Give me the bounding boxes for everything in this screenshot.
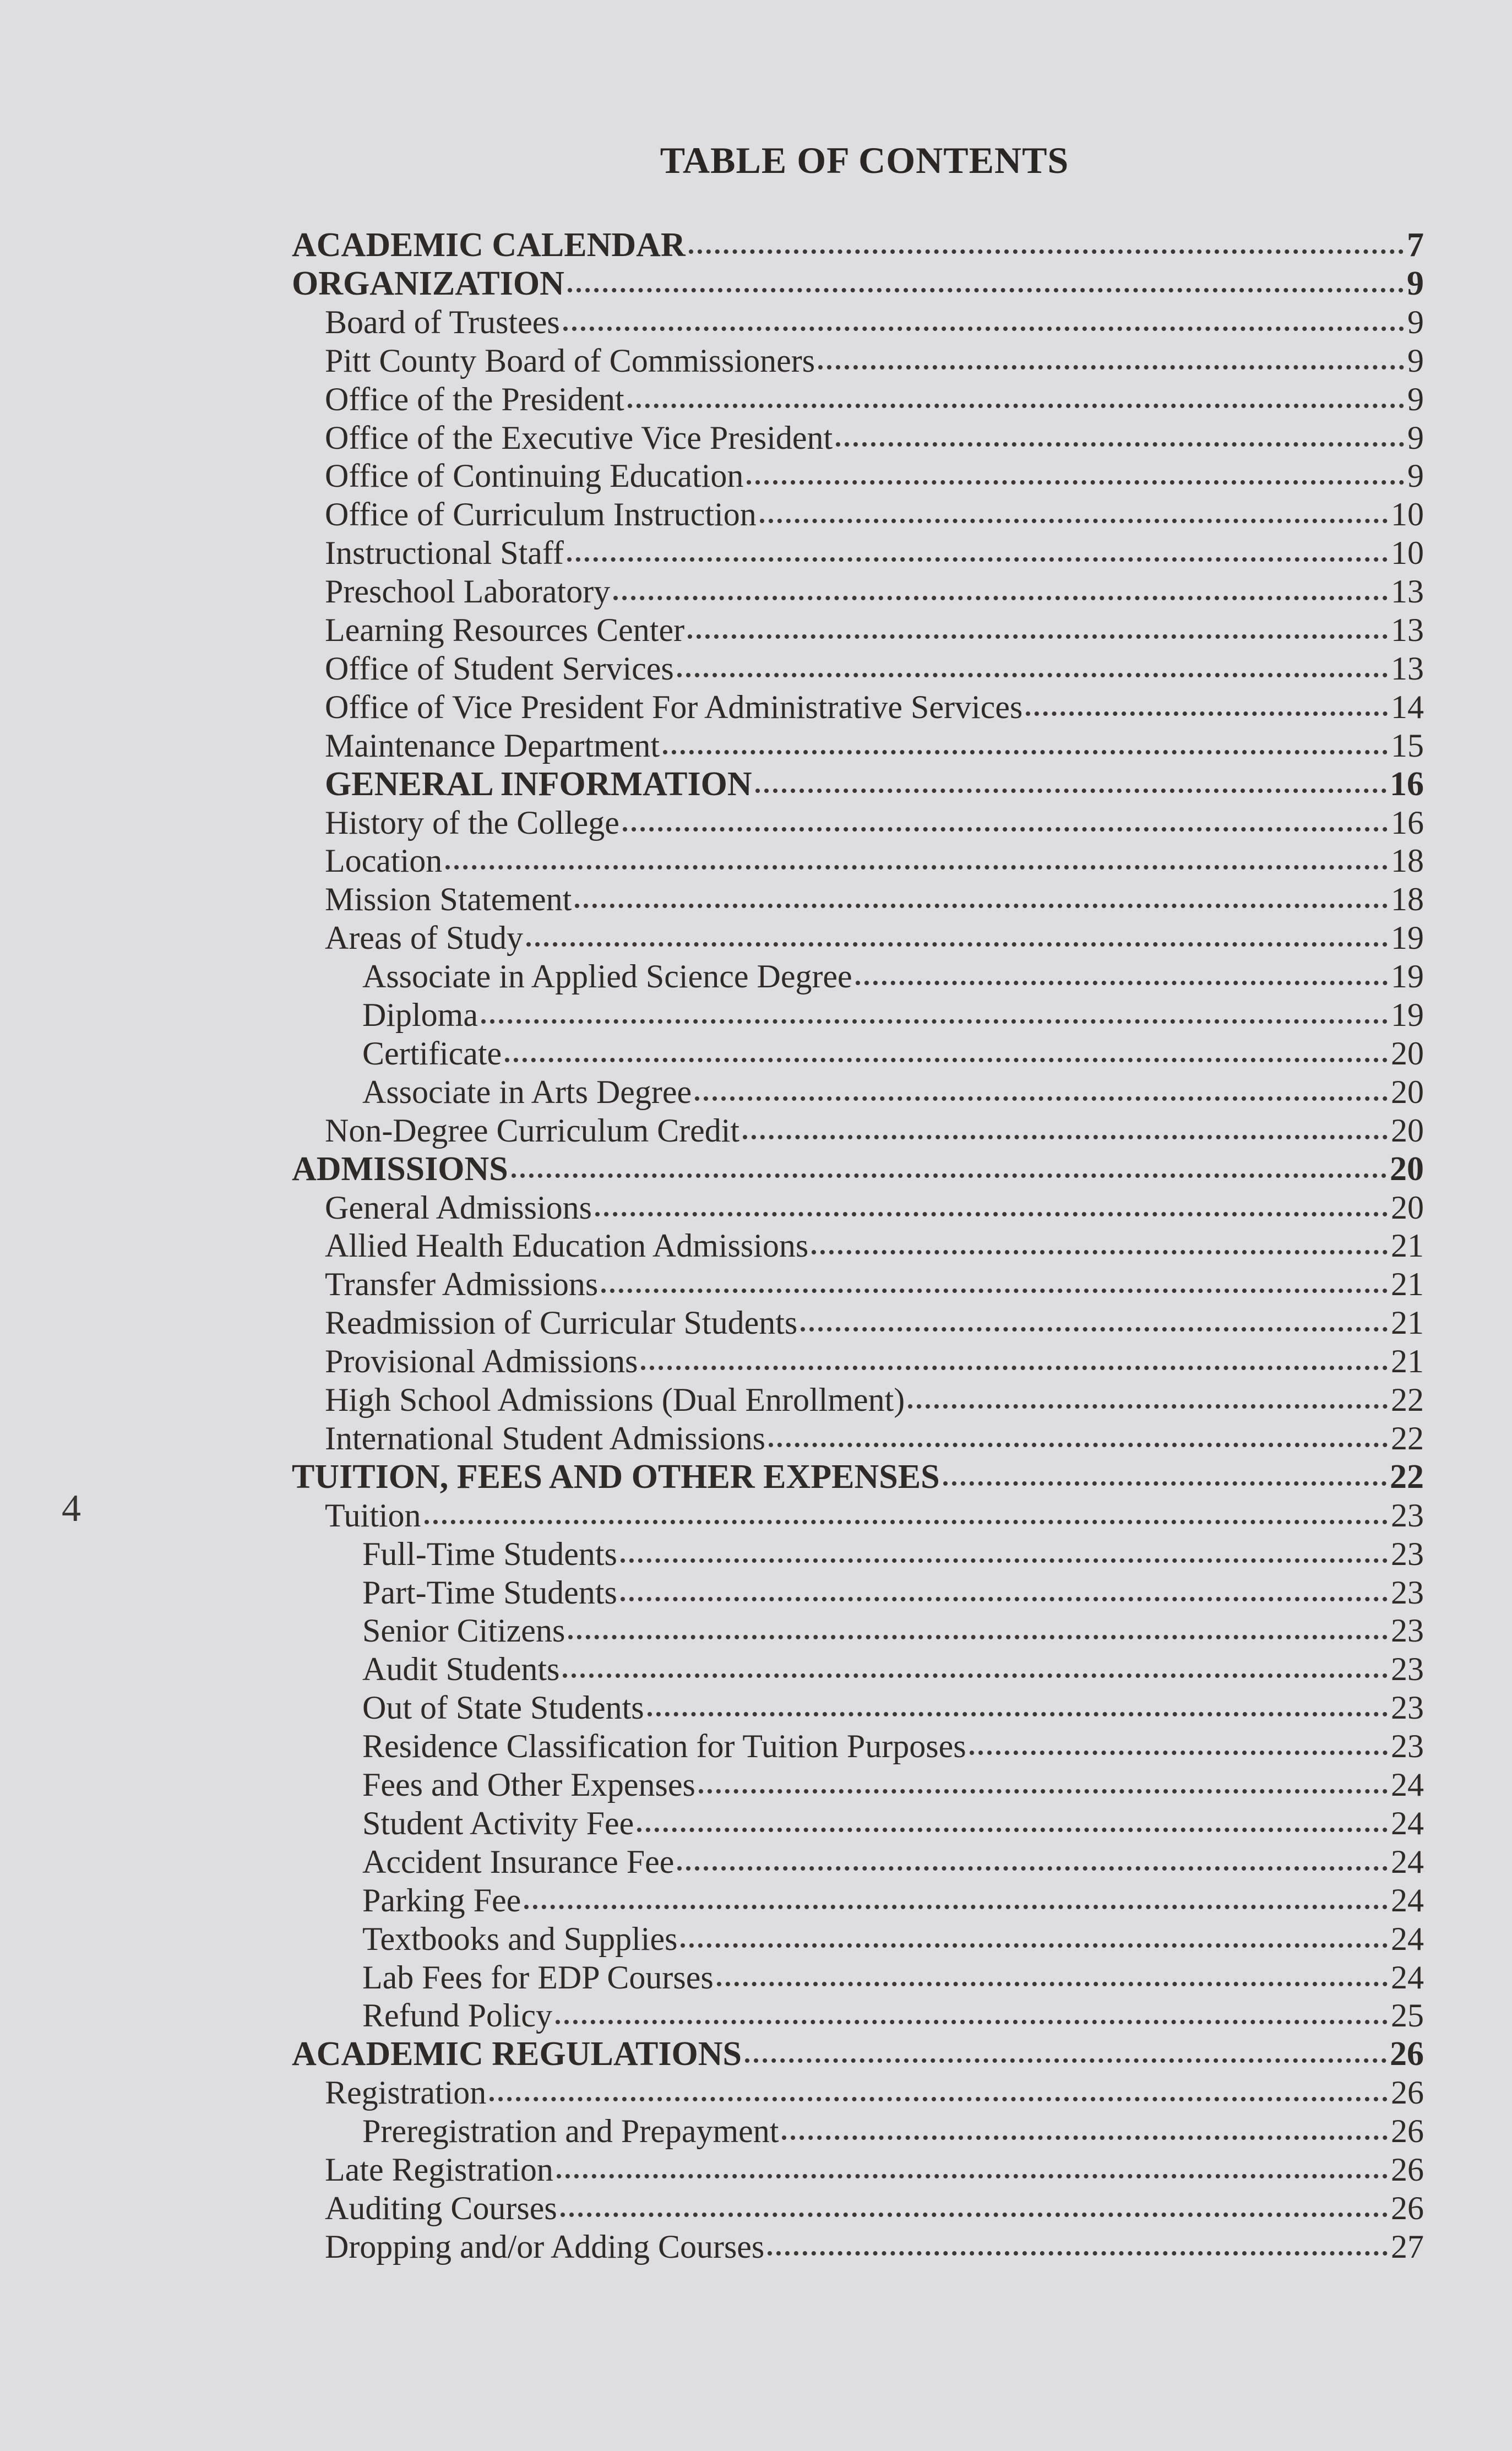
- toc-entry: [325, 572, 1424, 611]
- toc-entry: [325, 341, 1424, 380]
- toc-dot-leader: [689, 249, 1404, 254]
- toc-entry-page: 19: [1391, 920, 1424, 956]
- toc-entry: [325, 649, 1424, 688]
- toc-entry-label: Out of State Students: [362, 1689, 644, 1726]
- toc-dot-leader: [621, 1597, 1388, 1601]
- toc-entry: [325, 880, 1424, 919]
- toc-entry-page: 16: [1391, 805, 1424, 841]
- toc-dot-leader: [688, 634, 1388, 639]
- toc-entry: [362, 1573, 1424, 1612]
- toc-entry-page: 7: [1407, 226, 1424, 264]
- toc-entry-label: Parking Fee: [362, 1882, 521, 1919]
- toc-entry-page: 21: [1391, 1343, 1424, 1379]
- toc-entry-page: 24: [1391, 1959, 1424, 1996]
- toc-entry-label: Transfer Admissions: [325, 1266, 599, 1302]
- toc-entry: [325, 1381, 1424, 1419]
- toc-entry-page: 26: [1390, 2035, 1424, 2073]
- toc-entry: [362, 996, 1424, 1034]
- toc-entry-label: Office of Continuing Education: [325, 458, 744, 494]
- toc-dot-leader: [526, 942, 1388, 947]
- toc-entry-page: 23: [1391, 1689, 1424, 1726]
- toc-entry: [325, 495, 1424, 534]
- toc-dot-leader: [717, 1982, 1388, 1986]
- toc-entry: [325, 1111, 1424, 1150]
- toc-entry-page: 20: [1391, 1074, 1424, 1110]
- toc-entry-label: Auditing Courses: [325, 2190, 557, 2226]
- toc-entry-label: Office of the President: [325, 381, 624, 417]
- toc-dot-leader: [524, 1905, 1388, 1909]
- toc-entry: [362, 957, 1424, 996]
- toc-dot-leader: [699, 1789, 1388, 1794]
- toc-entry-page: 9: [1407, 343, 1424, 379]
- toc-dot-leader: [561, 2213, 1388, 2217]
- toc-entry-label: ORGANIZATION: [292, 265, 564, 302]
- toc-entry-page: 27: [1391, 2229, 1424, 2265]
- toc-dot-leader: [621, 1558, 1388, 1563]
- toc-dot-leader: [490, 2097, 1388, 2101]
- toc-dot-leader: [623, 827, 1388, 832]
- toc-entry-page: 26: [1391, 2190, 1424, 2226]
- toc-entry: [362, 1727, 1424, 1765]
- toc-dot-leader: [681, 1943, 1388, 1948]
- toc-entry-label: Refund Policy: [362, 1997, 552, 2034]
- toc-entry: [325, 611, 1424, 649]
- toc-entry: [292, 1150, 1424, 1188]
- toc-dot-leader: [575, 904, 1388, 908]
- toc-dot-leader: [556, 2020, 1388, 2024]
- page-title: TABLE OF CONTENTS: [660, 139, 1069, 181]
- toc-entry-page: 21: [1391, 1305, 1424, 1341]
- toc-entry-page: 24: [1391, 1805, 1424, 1841]
- toc-entry-page: 23: [1391, 1612, 1424, 1649]
- toc-entry-page: 19: [1391, 958, 1424, 994]
- toc-entry-page: 25: [1391, 1997, 1424, 2034]
- toc-entry: [325, 1419, 1424, 1458]
- toc-dot-leader: [557, 2174, 1388, 2178]
- toc-entry: [325, 2150, 1424, 2189]
- toc-entry-label: Allied Health Education Admissions: [325, 1227, 809, 1264]
- toc-entry-label: Part-Time Students: [362, 1574, 617, 1611]
- toc-dot-leader: [568, 288, 1404, 292]
- toc-entry-label: Certificate: [362, 1035, 502, 1072]
- toc-entry: [325, 303, 1424, 341]
- toc-dot-leader: [769, 1443, 1388, 1447]
- toc-dot-leader: [747, 480, 1404, 485]
- toc-dot-leader: [505, 1058, 1388, 1062]
- toc-entry: [325, 1188, 1424, 1227]
- toc-entry-label: Fees and Other Expenses: [362, 1767, 695, 1803]
- toc-entry-label: Late Registration: [325, 2151, 553, 2188]
- toc-entry-page: 10: [1391, 535, 1424, 571]
- toc-entry-label: International Student Admissions: [325, 1420, 765, 1457]
- toc-dot-leader: [595, 1212, 1388, 1216]
- toc-dot-leader: [908, 1404, 1388, 1409]
- toc-entry-page: 24: [1391, 1921, 1424, 1957]
- toc-entry-page: 19: [1391, 997, 1424, 1033]
- toc-entry-page: 14: [1391, 689, 1424, 725]
- toc-dot-leader: [836, 442, 1404, 447]
- toc-entry-label: Office of the Executive Vice President: [325, 420, 833, 456]
- toc-dot-leader: [755, 789, 1386, 793]
- toc-entry-label: Associate in Arts Degree: [362, 1074, 692, 1110]
- toc-entry: [362, 1958, 1424, 1997]
- toc-entry: [292, 1458, 1424, 1496]
- toc-entry-page: 10: [1391, 496, 1424, 532]
- toc-entry-label: Senior Citizens: [362, 1612, 565, 1649]
- toc-dot-leader: [1026, 711, 1388, 716]
- toc-entry-page: 9: [1407, 381, 1424, 417]
- toc-dot-leader: [445, 865, 1388, 869]
- toc-entry: [362, 1765, 1424, 1804]
- toc-entry: [292, 264, 1424, 303]
- toc-entry-label: Maintenance Department: [325, 727, 660, 764]
- toc-entry-label: Textbooks and Supplies: [362, 1921, 678, 1957]
- toc-entry: [292, 226, 1424, 264]
- toc-entry: [325, 456, 1424, 495]
- toc-entry-label: Audit Students: [362, 1651, 560, 1687]
- toc-entry-page: 9: [1407, 458, 1424, 494]
- toc-entry: [362, 2112, 1424, 2150]
- toc-entry: [362, 1688, 1424, 1727]
- toc-entry-label: Instructional Staff: [325, 535, 564, 571]
- toc-entry-label: Non-Degree Curriculum Credit: [325, 1112, 740, 1149]
- toc-dot-leader: [512, 1173, 1386, 1178]
- toc-entry: [325, 726, 1424, 765]
- toc-entry-page: 20: [1391, 1189, 1424, 1226]
- toc-entry: [325, 803, 1424, 842]
- toc-dot-leader: [568, 1635, 1388, 1639]
- toc-entry: [325, 765, 1424, 803]
- toc-dot-leader: [943, 1481, 1386, 1486]
- toc-dot-leader: [481, 1019, 1388, 1024]
- toc-entry-label: Tuition: [325, 1497, 421, 1534]
- toc-dot-leader: [563, 1673, 1388, 1678]
- toc-entry-page: 23: [1391, 1536, 1424, 1572]
- toc-entry-label: Learning Resources Center: [325, 612, 685, 648]
- toc-entry-label: Student Activity Fee: [362, 1805, 634, 1841]
- toc-dot-leader: [970, 1751, 1388, 1755]
- toc-entry: [325, 1342, 1424, 1381]
- toc-entry-page: 26: [1391, 2074, 1424, 2111]
- toc-entry-label: Office of Curriculum Instruction: [325, 496, 757, 532]
- toc-entry-label: Full-Time Students: [362, 1536, 617, 1572]
- toc-entry-label: Office of Student Services: [325, 650, 674, 687]
- toc-entry-page: 26: [1391, 2113, 1424, 2149]
- toc-entry-page: 23: [1391, 1497, 1424, 1534]
- toc-entry-page: 13: [1391, 650, 1424, 687]
- toc-entry-page: 20: [1391, 1035, 1424, 1072]
- toc-dot-leader: [677, 1866, 1388, 1871]
- toc-entry: [362, 1881, 1424, 1920]
- toc-entry-page: 24: [1391, 1767, 1424, 1803]
- toc-entry: [362, 1920, 1424, 1958]
- toc-entry: [325, 380, 1424, 419]
- toc-entry: [325, 1496, 1424, 1535]
- toc-entry-label: Associate in Applied Science Degree: [362, 958, 852, 994]
- toc-dot-leader: [768, 2251, 1388, 2256]
- toc-entry-label: ACADEMIC CALENDAR: [292, 226, 686, 264]
- toc-entry-page: 26: [1391, 2151, 1424, 2188]
- toc-entry-label: General Admissions: [325, 1189, 592, 1226]
- toc-dot-leader: [743, 1135, 1388, 1139]
- toc-entry-page: 21: [1391, 1227, 1424, 1264]
- toc-entry-label: Accident Insurance Fee: [362, 1844, 675, 1880]
- toc-dot-leader: [628, 404, 1404, 408]
- toc-entry: [325, 688, 1424, 726]
- toc-entry-page: 16: [1390, 765, 1424, 803]
- toc-entry-label: Preregistration and Prepayment: [362, 2113, 779, 2149]
- toc-dot-leader: [856, 981, 1388, 985]
- toc-entry-label: Lab Fees for EDP Courses: [362, 1959, 714, 1996]
- toc-entry-page: 13: [1391, 612, 1424, 648]
- toc-entry-label: GENERAL INFORMATION: [325, 765, 752, 803]
- toc-entry-label: Office of Vice President For Administrative Services: [325, 689, 1023, 725]
- toc-entry-label: Residence Classification for Tuition Purposes: [362, 1728, 966, 1764]
- toc-entry-label: Preschool Laboratory: [325, 573, 611, 610]
- toc-entry: [325, 419, 1424, 457]
- toc-entry: [362, 1843, 1424, 1881]
- toc-entry-label: TUITION, FEES AND OTHER EXPENSES: [292, 1458, 940, 1496]
- toc-dot-leader: [663, 750, 1388, 754]
- toc-entry-page: 20: [1391, 1112, 1424, 1149]
- toc-entry-page: 22: [1391, 1382, 1424, 1418]
- toc-entry-label: Diploma: [362, 997, 478, 1033]
- toc-entry-page: 18: [1391, 843, 1424, 879]
- toc-dot-leader: [677, 673, 1388, 677]
- toc-entry-page: 15: [1391, 727, 1424, 764]
- toc-entry-page: 24: [1391, 1882, 1424, 1919]
- toc-dot-leader: [695, 1096, 1388, 1101]
- toc-entry-page: 22: [1390, 1458, 1424, 1496]
- toc-dot-leader: [760, 519, 1388, 523]
- toc-entry: [325, 2227, 1424, 2266]
- toc-dot-leader: [782, 2135, 1388, 2140]
- toc-entry: [325, 1265, 1424, 1303]
- toc-entry: [362, 1611, 1424, 1650]
- toc-entry-page: 22: [1391, 1420, 1424, 1457]
- toc-entry: [325, 919, 1424, 957]
- toc-entry: [325, 2189, 1424, 2227]
- toc-dot-leader: [601, 1289, 1388, 1293]
- toc-dot-leader: [567, 557, 1388, 562]
- toc-entry: [325, 534, 1424, 572]
- toc-entry-label: High School Admissions (Dual Enrollment): [325, 1382, 905, 1418]
- toc-entry-label: Mission Statement: [325, 881, 572, 917]
- toc-entry-page: 9: [1407, 265, 1424, 302]
- toc-entry-label: Areas of Study: [325, 920, 523, 956]
- toc-dot-leader: [637, 1828, 1388, 1832]
- toc-entry: [325, 841, 1424, 880]
- toc-entry-page: 23: [1391, 1574, 1424, 1611]
- toc-entry-label: ACADEMIC REGULATIONS: [292, 2035, 742, 2073]
- toc-dot-leader: [818, 365, 1404, 369]
- toc-dot-leader: [613, 596, 1388, 600]
- toc-entry-page: 24: [1391, 1844, 1424, 1880]
- toc-entry: [362, 1034, 1424, 1073]
- toc-entry-label: Location: [325, 843, 443, 879]
- toc-dot-leader: [641, 1366, 1388, 1370]
- toc-entry: [362, 1804, 1424, 1843]
- toc-entry-page: 20: [1390, 1150, 1424, 1188]
- toc-entry: [325, 1303, 1424, 1342]
- toc-entry: [292, 2035, 1424, 2073]
- toc-entry-page: 13: [1391, 573, 1424, 610]
- toc-dot-leader: [801, 1327, 1388, 1332]
- toc-entry: [325, 2073, 1424, 2112]
- toc-entry: [362, 1650, 1424, 1688]
- toc-entry-label: Dropping and/or Adding Courses: [325, 2229, 765, 2265]
- page-number: 4: [62, 1487, 81, 1530]
- toc-dot-leader: [425, 1520, 1388, 1524]
- toc-entry-label: Registration: [325, 2074, 487, 2111]
- toc-entry-page: 21: [1391, 1266, 1424, 1302]
- toc-dot-leader: [812, 1250, 1388, 1254]
- toc-entry-page: 23: [1391, 1728, 1424, 1764]
- toc-entry: [325, 1226, 1424, 1265]
- toc-entry-label: History of the College: [325, 805, 619, 841]
- toc-entry: [362, 1073, 1424, 1111]
- toc-entry-page: 9: [1407, 304, 1424, 340]
- toc-entry-page: 23: [1391, 1651, 1424, 1687]
- toc-entry-page: 9: [1407, 420, 1424, 456]
- toc-dot-leader: [648, 1712, 1388, 1716]
- toc-dot-leader: [563, 327, 1404, 331]
- toc-entry-page: 18: [1391, 881, 1424, 917]
- toc-entry: [362, 1535, 1424, 1573]
- toc-entry-label: Provisional Admissions: [325, 1343, 638, 1379]
- toc-dot-leader: [745, 2058, 1386, 2063]
- toc-entry-label: Board of Trustees: [325, 304, 560, 340]
- toc-entry: [362, 1996, 1424, 2035]
- toc-entry-label: Pitt County Board of Commissioners: [325, 343, 815, 379]
- toc-entry-label: ADMISSIONS: [292, 1150, 508, 1188]
- toc-entry-label: Readmission of Curricular Students: [325, 1305, 798, 1341]
